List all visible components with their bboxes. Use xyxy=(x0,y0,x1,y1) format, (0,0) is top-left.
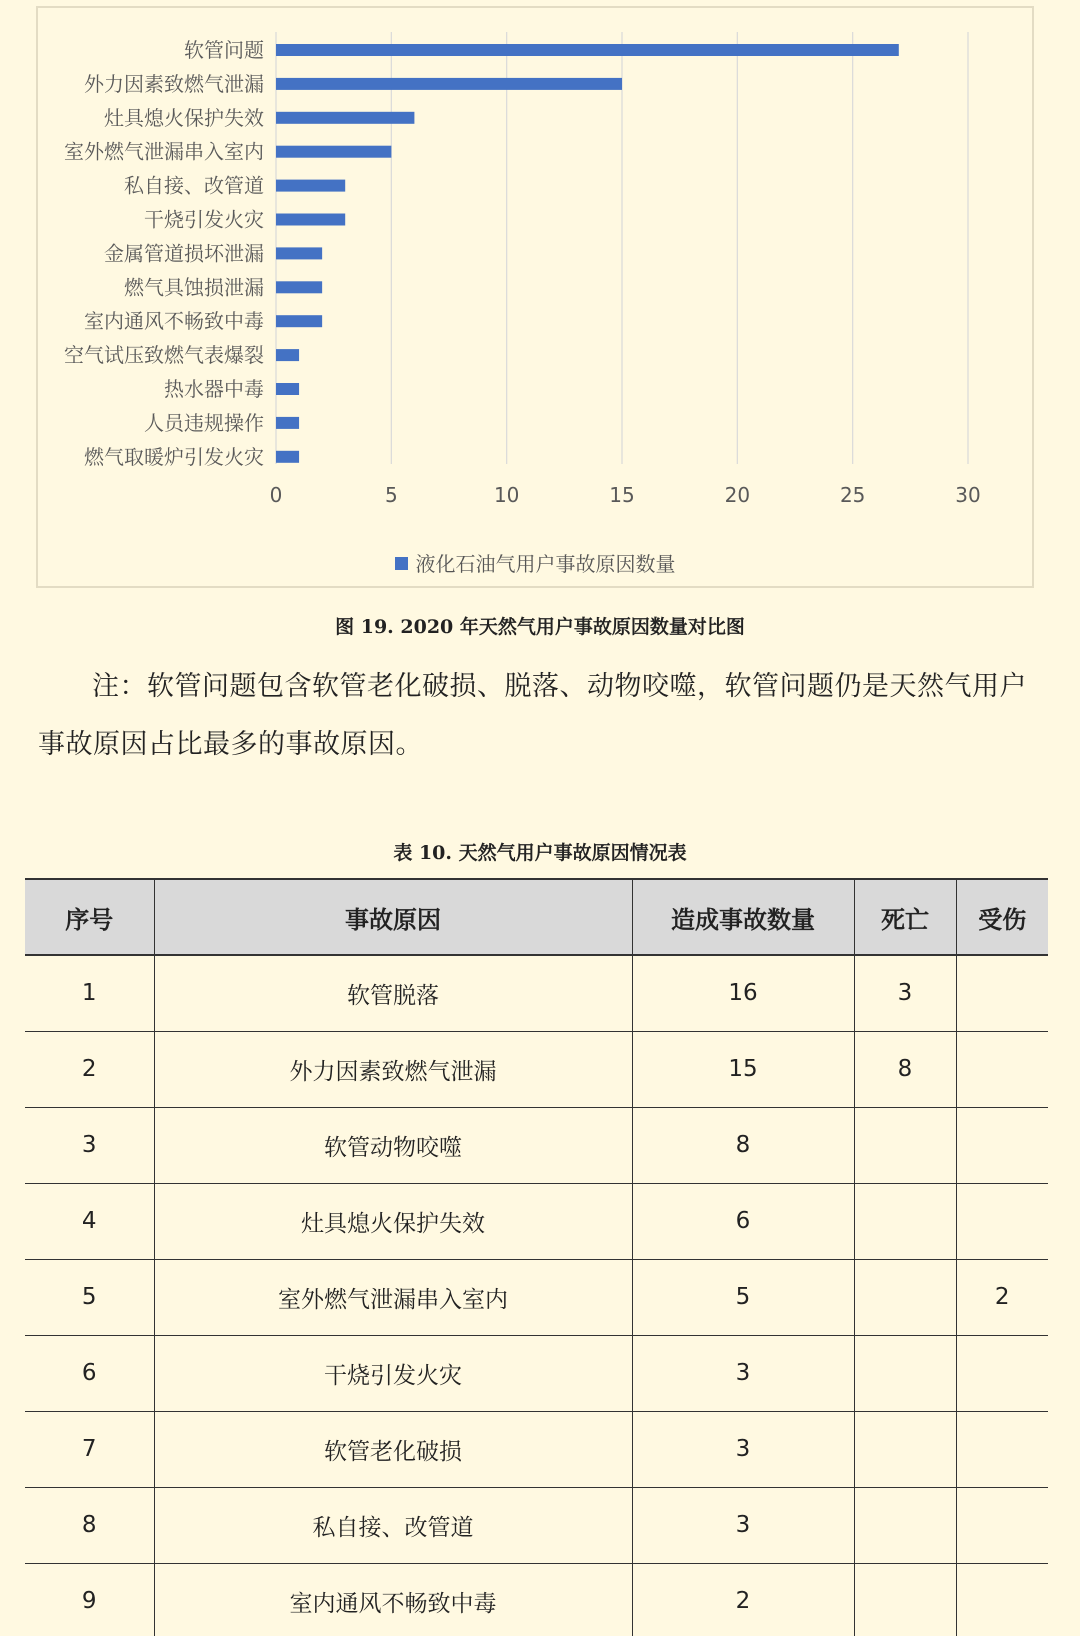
bar xyxy=(276,315,322,327)
cell-deaths xyxy=(854,1411,956,1487)
table-body xyxy=(25,955,1048,1636)
header-deaths: 死亡 xyxy=(854,879,956,955)
category-label: 室外燃气泄漏串入室内 xyxy=(64,139,264,164)
header-count: 造成事故数量 xyxy=(632,879,854,955)
table-row xyxy=(25,1183,1048,1259)
cell-injuries xyxy=(956,1335,1048,1411)
cell-cause: 软管动物咬噬 xyxy=(154,1107,632,1183)
bar xyxy=(276,146,391,158)
cell-index: 4 xyxy=(81,1208,97,1234)
cell-injuries: 2 xyxy=(956,1259,1048,1335)
category-label: 人员违规操作 xyxy=(144,410,264,435)
x-tick-label: 25 xyxy=(839,483,866,507)
cell-count: 5 xyxy=(632,1259,854,1335)
table-row xyxy=(25,1259,1048,1335)
cell-cause: 灶具熄火保护失效 xyxy=(154,1183,632,1259)
cell-cause: 干烧引发火灾 xyxy=(154,1335,632,1411)
bar-chart xyxy=(36,6,1034,588)
cell-deaths xyxy=(854,1563,956,1636)
cell-count: 2 xyxy=(632,1563,854,1636)
cell-index: 7 xyxy=(81,1436,97,1462)
cell-cause: 室内通风不畅致中毒 xyxy=(154,1563,632,1636)
table-header-row xyxy=(25,879,1048,955)
cell-injuries xyxy=(956,1487,1048,1563)
table-row xyxy=(25,1031,1048,1107)
bar xyxy=(276,247,322,259)
x-tick-label: 10 xyxy=(493,483,520,507)
category-label: 金属管道损坏泄漏 xyxy=(104,241,264,266)
x-tick-label: 5 xyxy=(384,483,398,507)
header-cause: 事故原因 xyxy=(154,879,632,955)
header-index: 序号 xyxy=(65,905,114,934)
cell-count: 8 xyxy=(632,1107,854,1183)
bar xyxy=(276,281,322,293)
category-label: 灶具熄火保护失效 xyxy=(104,105,264,130)
cell-index: 3 xyxy=(81,1132,97,1158)
cell-index: 8 xyxy=(81,1512,97,1538)
cell-deaths: 8 xyxy=(854,1031,956,1107)
category-label: 私自接、改管道 xyxy=(124,173,264,198)
cell-count: 3 xyxy=(632,1411,854,1487)
header-injuries: 受伤 xyxy=(956,879,1048,955)
bar xyxy=(276,78,622,90)
chart-legend xyxy=(38,548,1032,577)
bar xyxy=(276,383,299,395)
category-label: 室内通风不畅致中毒 xyxy=(84,309,264,334)
cell-index: 1 xyxy=(81,980,97,1007)
x-tick-label: 30 xyxy=(955,483,981,507)
legend-swatch xyxy=(395,557,408,570)
cell-deaths xyxy=(854,1335,956,1411)
cell-cause: 外力因素致燃气泄漏 xyxy=(154,1031,632,1107)
cell-count: 3 xyxy=(632,1487,854,1563)
cell-injuries xyxy=(956,1183,1048,1259)
cell-count: 15 xyxy=(632,1031,854,1107)
bar xyxy=(276,180,345,192)
cell-injuries xyxy=(956,955,1048,1031)
category-label: 外力因素致燃气泄漏 xyxy=(84,71,264,96)
cell-count: 6 xyxy=(632,1183,854,1259)
cell-deaths xyxy=(854,1259,956,1335)
legend-label: 液化石油气用户事故原因数量 xyxy=(415,552,676,576)
cell-injuries xyxy=(956,1107,1048,1183)
x-tick-label: 0 xyxy=(269,483,283,507)
bar xyxy=(276,214,345,226)
category-label: 软管问题 xyxy=(184,38,264,62)
category-label: 燃气取暖炉引发火灾 xyxy=(84,444,264,469)
cell-deaths xyxy=(854,1107,956,1183)
cell-count: 16 xyxy=(632,955,854,1031)
cell-index: 5 xyxy=(81,1284,97,1310)
table-row xyxy=(25,1487,1048,1563)
table-row xyxy=(25,1107,1048,1183)
bar xyxy=(276,44,899,56)
bar xyxy=(276,112,414,124)
cell-cause: 软管老化破损 xyxy=(154,1411,632,1487)
cell-index: 2 xyxy=(81,1056,97,1082)
bar xyxy=(276,349,299,361)
cell-count: 3 xyxy=(632,1335,854,1411)
category-label: 空气试压致燃气表爆裂 xyxy=(64,343,264,368)
bar xyxy=(276,417,299,429)
accident-cause-table xyxy=(25,878,1048,1636)
category-label: 燃气具蚀损泄漏 xyxy=(124,275,264,300)
cell-cause: 室外燃气泄漏串入室内 xyxy=(154,1259,632,1335)
table-row xyxy=(25,1563,1048,1636)
cell-cause: 私自接、改管道 xyxy=(154,1487,632,1563)
cell-index: 6 xyxy=(81,1360,97,1386)
table-caption: 表 10. 天然气用户事故原因情况表 xyxy=(393,842,687,864)
cell-injuries xyxy=(956,1411,1048,1487)
table-row xyxy=(25,1335,1048,1411)
cell-cause: 软管脱落 xyxy=(154,955,632,1031)
note-paragraph: 注：软管问题包含软管老化破损、脱落、动物咬噬，软管问题仍是天然气用户事故原因占比最多的事故原因。 xyxy=(38,671,1027,760)
figure-caption: 图 19. 2020 年天然气用户事故原因数量对比图 xyxy=(335,616,745,638)
cell-index: 9 xyxy=(81,1588,97,1615)
table-row xyxy=(25,955,1048,1031)
x-tick-label: 15 xyxy=(609,483,635,507)
cell-injuries xyxy=(956,1031,1048,1107)
category-label: 干烧引发火灾 xyxy=(144,207,264,232)
table-row xyxy=(25,1411,1048,1487)
bar xyxy=(276,451,299,463)
cell-injuries xyxy=(956,1563,1048,1636)
category-label: 热水器中毒 xyxy=(164,377,264,401)
x-tick-label: 20 xyxy=(724,483,751,507)
cell-deaths: 3 xyxy=(854,955,956,1031)
cell-deaths xyxy=(854,1183,956,1259)
cell-deaths xyxy=(854,1487,956,1563)
bar-chart-svg xyxy=(38,8,1036,590)
